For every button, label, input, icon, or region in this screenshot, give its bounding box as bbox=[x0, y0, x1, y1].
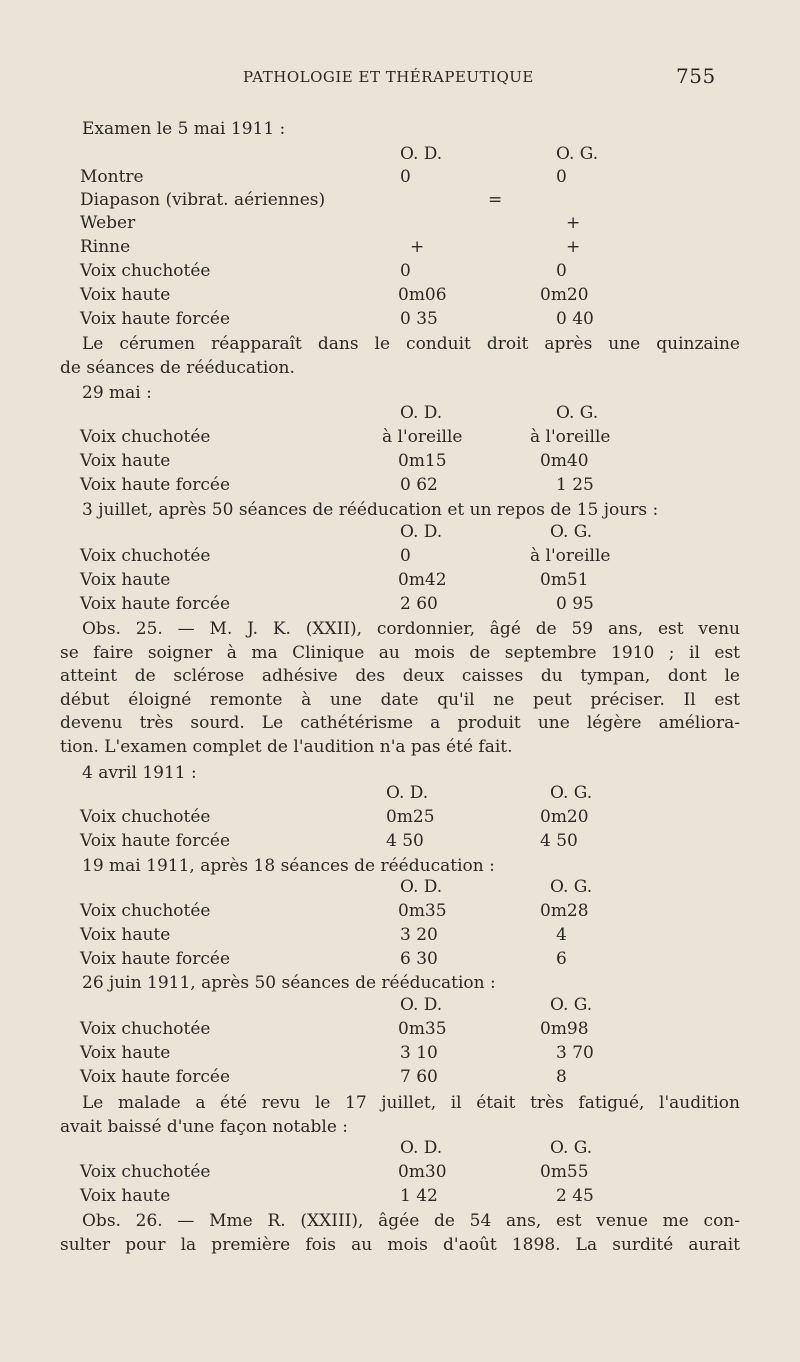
column-headers: O. D. O. G. bbox=[400, 1138, 593, 1158]
table-row: Rinne + + bbox=[80, 237, 581, 257]
table-row: Voix chuchotée 0m35 0m28 bbox=[80, 901, 589, 921]
col-od: O. D. bbox=[400, 144, 443, 164]
column-headers: O. D. O. G. bbox=[400, 877, 593, 897]
table-row: Montre 0 0 bbox=[80, 167, 567, 187]
table-row: Voix haute forcée 4 50 4 50 bbox=[80, 831, 578, 851]
table-row: Voix chuchotée 0m35 0m98 bbox=[80, 1019, 589, 1039]
page-number: 755 bbox=[676, 64, 716, 88]
table-row: Weber + bbox=[80, 213, 581, 233]
table-row: Voix chuchotée 0m30 0m55 bbox=[80, 1162, 589, 1182]
table-row: Diapason (vibrat. aériennes) = bbox=[80, 190, 503, 210]
table-row: Voix haute forcée 2 60 0 95 bbox=[80, 594, 594, 614]
section-intro: 3 juillet, après 50 séances de rééducation et un repos de 15 jours : bbox=[82, 500, 659, 520]
section-intro: 4 avril 1911 : bbox=[82, 763, 197, 783]
table-row: Voix haute 3 20 4 bbox=[80, 925, 567, 945]
table-row: Voix chuchotée à l'oreille à l'oreille bbox=[80, 427, 611, 447]
running-title: PATHOLOGIE ET THÉRAPEUTIQUE bbox=[243, 68, 534, 86]
paragraph-obs-26: Obs. 26. — Mme R. (XXIII), âgée de 54 ans, est venue me con- sulter pour la première fois au mois d'août 1898. La surdité aurait bbox=[60, 1211, 740, 1255]
paragraph-revu: Le malade a été revu le 17 juillet, il était très fatigué, l'audition avait baissé d'une façon notable : bbox=[60, 1093, 740, 1137]
paragraph-cerumen: Le cérumen réapparaît dans le conduit droit après une quinzaine de séances de rééducation. bbox=[60, 334, 740, 378]
table-row: Voix haute 0m42 0m51 bbox=[80, 570, 589, 590]
column-headers bbox=[0, 144, 800, 168]
col-og: O. G. bbox=[556, 144, 599, 164]
table-row: Voix chuchotée 0 0 bbox=[80, 261, 567, 281]
column-headers: O. D. O. G. bbox=[386, 783, 593, 803]
table-row: Voix haute forcée 7 60 8 bbox=[80, 1067, 567, 1087]
table-row: Voix chuchotée 0m25 0m20 bbox=[80, 807, 589, 827]
section-intro: 29 mai : bbox=[82, 383, 152, 403]
table-row: Voix haute forcée 6 30 6 bbox=[80, 949, 567, 969]
column-headers: O. D. O. G. bbox=[400, 522, 593, 542]
section-intro: 19 mai 1911, après 18 séances de rééducation : bbox=[82, 856, 495, 876]
column-headers: O. D. O. G. bbox=[400, 995, 593, 1015]
column-headers: O. D. O. G. bbox=[400, 403, 599, 423]
table-row: Voix haute 0m06 0m20 bbox=[80, 285, 589, 305]
paragraph-obs-25: Obs. 25. — M. J. K. (XXII), cordonnier, âgé de 59 ans, est venu se faire soigner à ma Clinique au mois de septembre 1910 ; il est atteint de sclérose adhésive des deux caisses du tympan, dont le début éloigné remonte à une date qu'il ne peut préciser. Il est devenu très sourd. Le cathétérisme a produit une légère améliora- tion. L'examen complet de l'audition n'a pas été fait. bbox=[60, 619, 740, 757]
table-row: Voix haute forcée 0 35 0 40 bbox=[80, 309, 594, 329]
table-row: Voix haute 0m15 0m40 bbox=[80, 451, 589, 471]
section-intro: 26 juin 1911, après 50 séances de rééducation : bbox=[82, 973, 496, 993]
table-row: Voix haute forcée 0 62 1 25 bbox=[80, 475, 594, 495]
table-row: Voix haute 1 42 2 45 bbox=[80, 1186, 594, 1206]
section-intro: Examen le 5 mai 1911 : bbox=[82, 119, 286, 139]
table-row: Voix haute 3 10 3 70 bbox=[80, 1043, 594, 1063]
table-row: Voix chuchotée 0 à l'oreille bbox=[80, 546, 611, 566]
